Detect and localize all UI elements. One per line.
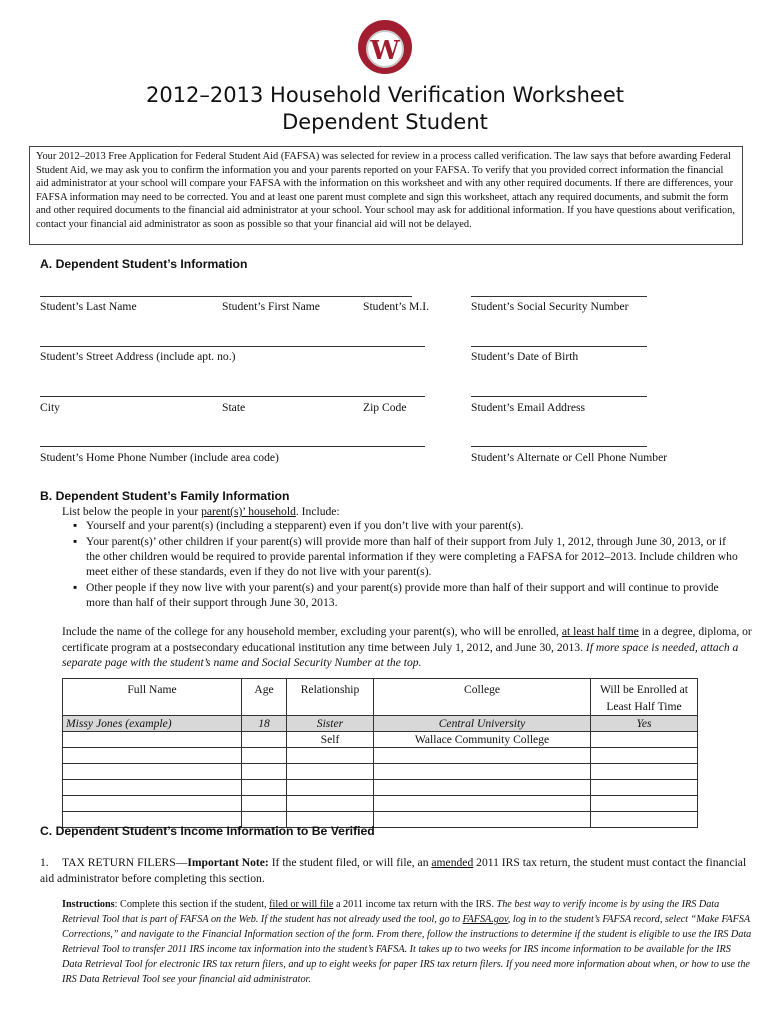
instructions-italic-2: , log in to the student’s FAFSA record, select “Make FAFSA Corrections,” and navigate to the Financial Information section of the form. From there, follow the instructions to determine if the student is eligible to use the IRS Data Retrieval Tool to transfer 2011 IRS income tax information into the student’s FAFSA. It takes up to two weeks for IRS income information to be available for the IRS Data Retrieval Tool for electronic IRS tax return filers, and up to eight weeks for paper IRS tax return filers. If you need more information about when, or how to use the IRS Data Retrieval Tool see your financial aid administrator. [62, 914, 752, 986]
cell-relationship[interactable] [287, 780, 374, 796]
col-age: Age [242, 679, 287, 716]
cell-college[interactable]: Wallace Community College [374, 732, 591, 748]
first-name-label: Student’s First Name [222, 300, 320, 313]
instructions [62, 897, 752, 988]
bullet-text: Your parent(s)’ other children if your parent(s) will provide more than half of their support from July 1, 2012, through June 30, 2013, or if the other children would be required to provide parental information if they were completing a FAFSA for 2012–2013. Include children who meet either of these standards, even if they do not live with your parent(s). [86, 535, 738, 578]
zip-label: Zip Code [363, 401, 407, 414]
col-relationship: Relationship [287, 679, 374, 716]
section-b-heading: B. Dependent Student’s Family Information [40, 489, 290, 503]
page-subtitle: Dependent Student [282, 110, 488, 134]
cell-college[interactable] [374, 780, 591, 796]
home-phone-field[interactable] [40, 446, 425, 447]
tax-return-filers-note [40, 855, 752, 887]
cell-college[interactable] [374, 796, 591, 812]
city-state-zip-field[interactable] [40, 396, 425, 397]
household-intro-underline: parent(s)’ household [201, 505, 296, 518]
fafsa-link[interactable]: FAFSA.gov [462, 914, 508, 926]
email-label: Student’s Email Address [471, 401, 586, 414]
cell-enrolled[interactable] [591, 764, 698, 780]
household-intro-text: List below the people in your [62, 505, 202, 518]
table-row [63, 780, 698, 796]
mi-label: Student’s M.I. [363, 300, 430, 313]
bullet-icon: ▪ [73, 535, 78, 548]
cell-enrolled[interactable] [591, 796, 698, 812]
cell-phone-label: Student’s Alternate or Cell Phone Number [471, 451, 668, 464]
bullet-icon: ▪ [73, 581, 78, 594]
cell-enrolled[interactable] [591, 732, 698, 748]
cell-enrolled[interactable] [591, 780, 698, 796]
instructions-text: : Complete this section if the student, [114, 899, 270, 910]
bullet-text: Yourself and your parent(s) (including a stepparent) even if you don’t live with your parent(s). [86, 519, 524, 532]
cell-college[interactable] [374, 764, 591, 780]
cell-phone-field[interactable] [471, 446, 647, 447]
cell-age[interactable] [242, 732, 287, 748]
cell-enrolled[interactable] [591, 812, 698, 828]
household-intro-end: . Include: [295, 505, 340, 518]
cell-enrolled[interactable] [591, 748, 698, 764]
street-address-field[interactable] [40, 346, 425, 347]
college-note-underline: at least half time [561, 625, 639, 638]
ssn-field[interactable] [471, 296, 647, 297]
filed-underline: filed or will file [269, 899, 334, 910]
college-note-italic: If more space is needed, attach a separate page with the student’s name and Social Security Number at the top. [62, 640, 739, 669]
section-c-heading: C. Dependent Student’s Income Information to Be Verified [40, 824, 375, 838]
dob-field[interactable] [471, 346, 647, 347]
cell-relationship[interactable]: Self [287, 732, 374, 748]
important-note-label: Important Note: [187, 856, 269, 869]
table-row [63, 764, 698, 780]
table-row [63, 796, 698, 812]
cell-age[interactable] [242, 796, 287, 812]
bullet-icon: ▪ [73, 519, 78, 532]
col-enrolled: Will be Enrolled at Least Half Time [591, 679, 698, 716]
cell-name: Missy Jones (example) [63, 716, 242, 732]
list-item [72, 580, 742, 610]
college-note-text-2: in a degree, diploma, or certificate program at a postsecondary educational institution any time between July 1, 2012, and June 30, 2013. [62, 625, 752, 654]
item-text: TAX RETURN FILERS— [62, 856, 188, 869]
cell-relationship[interactable] [287, 796, 374, 812]
cell-relationship: Sister [287, 716, 374, 732]
household-bullets [72, 518, 742, 611]
item-number: 1. [40, 856, 49, 869]
table-row-self [63, 732, 698, 748]
col-full-name: Full Name [63, 679, 242, 716]
last-first-mi-field[interactable] [40, 296, 412, 297]
cell-name[interactable] [63, 796, 242, 812]
cell-age[interactable] [242, 780, 287, 796]
instructions-label: Instructions [62, 899, 115, 910]
city-label: City [40, 401, 60, 414]
cell-name[interactable] [63, 764, 242, 780]
home-phone-label: Student’s Home Phone Number (include area code) [40, 451, 279, 464]
cell-age[interactable] [242, 764, 287, 780]
intro-box: Your 2012–2013 Free Application for Federal Student Aid (FAFSA) was selected for review in a process called verification. The law says that before awarding Federal Student Aid, we may ask you to confirm the information you and your parents reported on your FAFSA. To verify that you provided correct information the financial aid administrator at your school will compare your FAFSA with the information on this worksheet and with any other required documents. If there are differences, your FAFSA information may need to be corrected. You and at least one parent must complete and sign this worksheet, attach any required documents, and submit the form and other required documents to the financial aid administrator at your school. Your school may ask for additional information. If you have questions about verification, contact your financial aid administrator as soon as possible so that your financial aid will not be delayed. [29, 146, 743, 245]
list-item [72, 534, 742, 579]
w-logo-icon [357, 19, 413, 75]
cell-age[interactable] [242, 748, 287, 764]
instructions-italic: The best way to verify income is by using the IRS Data Retrieval Tool that is part of FAFSA on the Web. If the student has not already used the tool, go to [62, 899, 720, 926]
item-text-3: 2011 IRS tax return, the student must contact the financial aid administrator before completing this section. [40, 856, 747, 885]
svg-text:W: W [370, 36, 400, 66]
household-intro [62, 504, 742, 519]
cell-enrolled: Yes [591, 716, 698, 732]
amended-underline: amended [431, 856, 474, 869]
section-a-heading: A. Dependent Student’s Information [40, 257, 248, 271]
cell-college[interactable] [374, 748, 591, 764]
cell-college[interactable] [374, 812, 591, 828]
college-note-text: Include the name of the college for any household member, excluding your parent(s), who will be enrolled, [62, 625, 562, 638]
cell-name[interactable] [63, 748, 242, 764]
cell-name[interactable] [63, 780, 242, 796]
cell-age: 18 [242, 716, 287, 732]
page-title: 2012–2013 Household Verification Worksheet [145, 83, 625, 107]
cell-name[interactable] [63, 732, 242, 748]
street-address-label: Student’s Street Address (include apt. no.) [40, 350, 236, 363]
table-row [63, 748, 698, 764]
last-name-label: Student’s Last Name [40, 300, 137, 313]
table-row-example [63, 716, 698, 732]
cell-relationship[interactable] [287, 748, 374, 764]
instructions-text-2: a 2011 income tax return with the IRS. [333, 899, 497, 910]
college-note [62, 624, 754, 671]
cell-relationship[interactable] [287, 764, 374, 780]
bullet-text: Other people if they now live with your parent(s) and your parent(s) provide more than half of their support and will continue to provide more than half of their support through June 30, 2013. [86, 581, 719, 609]
household-table [62, 678, 698, 828]
state-label: State [222, 401, 246, 414]
email-field[interactable] [471, 396, 647, 397]
table-header-row [63, 679, 698, 716]
col-college: College [374, 679, 591, 716]
cell-college: Central University [374, 716, 591, 732]
ssn-label: Student’s Social Security Number [471, 300, 629, 313]
item-text-2: If the student filed, or will file, an [268, 856, 432, 869]
list-item [72, 518, 742, 533]
dob-label: Student’s Date of Birth [471, 350, 579, 363]
